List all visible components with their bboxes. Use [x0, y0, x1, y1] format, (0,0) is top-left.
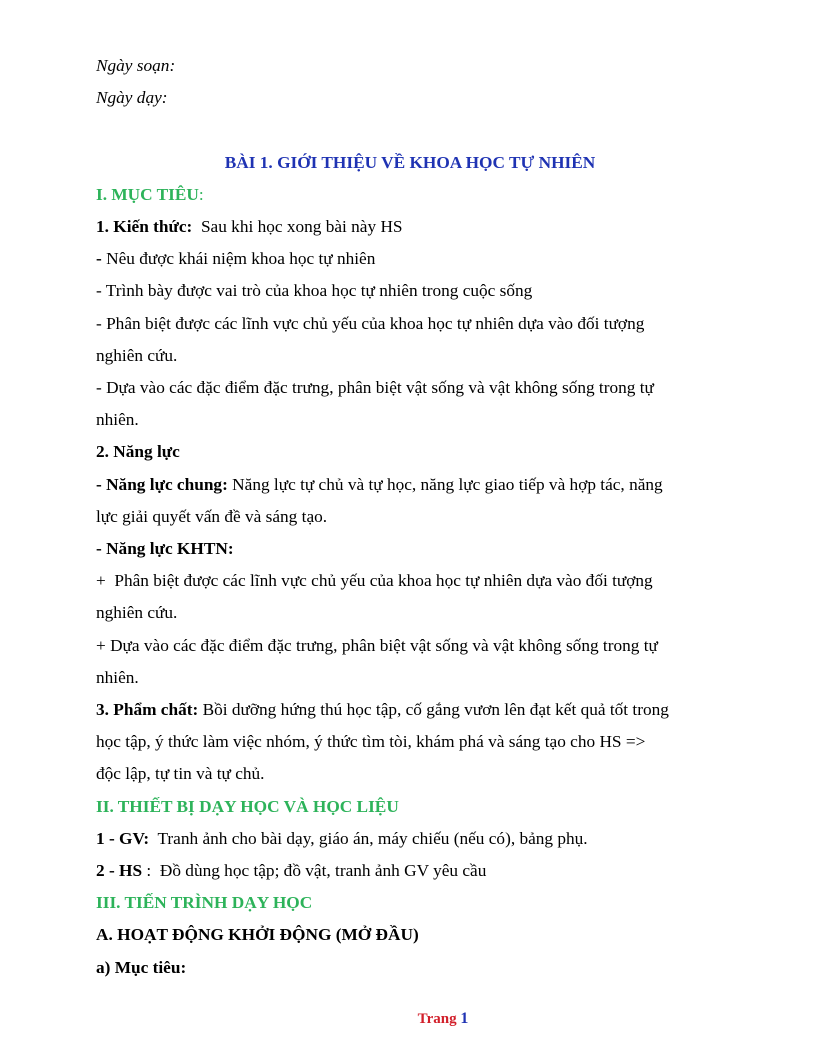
khtn-item: + Dựa vào các đặc điểm đặc trưng, phân biệt vật sống và vật không sống trong tự: [96, 635, 658, 655]
knowledge-item-dash: -: [96, 249, 102, 269]
knowledge-item: - Dựa vào các đặc điểm đặc trưng, phân biệt vật sống và vật không sống trong tự: [96, 378, 654, 398]
section-1-heading-text: I. MỤC TIÊU: [96, 184, 199, 204]
quality-label: 3. Phẩm chất:: [96, 700, 199, 720]
knowledge-item-text: Nêu được khái niệm khoa học tự nhiên: [101, 249, 376, 269]
hs-line: [96, 855, 724, 887]
page-footer: [0, 1010, 816, 1028]
activity-a-heading: A. HOẠT ĐỘNG KHỞI ĐỘNG (MỞ ĐẦU): [96, 925, 419, 945]
khtn-competence-label: - Năng lực KHTN:: [96, 539, 234, 559]
general-competence-text: Năng lực tự chủ và tự học, năng lực giao tiếp và hợp tác, năng: [227, 474, 663, 494]
knowledge-item: nhiên.: [96, 410, 139, 430]
document-page: [96, 50, 724, 984]
hs-text: : Đồ dùng học tập; đồ vật, tranh ảnh GV yêu cầu: [142, 861, 487, 881]
gv-line: [96, 823, 724, 855]
section-1-heading-colon: :: [198, 184, 204, 204]
prep-date: Ngày soạn:: [96, 56, 176, 75]
gv-label: 1 - GV:: [96, 828, 150, 848]
knowledge-item: - Phân biệt được các lĩnh vực chủ yếu của khoa học tự nhiên dựa vào đối tượng: [96, 313, 645, 333]
competence-heading: 2. Năng lực: [96, 442, 180, 462]
quality-text: Bồi dưỡng hứng thú học tập, cố gắng vươn lên đạt kết quả tốt trong: [198, 700, 669, 720]
lesson-title: BÀI 1. GIỚI THIỆU VỀ KHOA HỌC TỰ NHIÊN: [224, 152, 596, 172]
knowledge-item: - Trình bày được vai trò của khoa học tự nhiên trong cuộc sống: [96, 281, 533, 301]
footer-label: Trang: [417, 1011, 461, 1027]
general-competence-line: [96, 469, 724, 501]
khtn-item: nhiên.: [96, 667, 139, 687]
khtn-item: nghiên cứu.: [96, 603, 178, 623]
khtn-item: + Phân biệt được các lĩnh vực chủ yếu của khoa học tự nhiên dựa vào đối tượng: [96, 571, 653, 591]
spacer: [96, 114, 724, 146]
quality-continuation: độc lập, tự tin và tự chủ.: [96, 764, 265, 784]
general-competence-label: - Năng lực chung:: [96, 474, 228, 494]
section-1-heading: [96, 179, 724, 211]
quality-continuation: học tập, ý thức làm việc nhóm, ý thức tìm tòi, khám phá và sáng tạo cho HS =>: [96, 732, 646, 752]
knowledge-item: nghiên cứu.: [96, 345, 178, 365]
knowledge-label: 1. Kiến thức:: [96, 217, 193, 236]
general-competence-continuation: lực giải quyết vấn đề và sáng tạo.: [96, 506, 328, 526]
knowledge-intro: Sau khi học xong bài này HS: [192, 217, 403, 236]
goal-heading: a) Mục tiêu:: [96, 957, 187, 977]
knowledge-line: [96, 211, 724, 243]
gv-text: Tranh ảnh cho bài dạy, giáo án, máy chiếu (nếu có), bảng phụ.: [149, 828, 588, 848]
quality-line: [96, 694, 724, 726]
teach-date: Ngày dạy:: [96, 88, 168, 108]
section-3-heading: III. TIẾN TRÌNH DẠY HỌC: [96, 893, 313, 913]
page-number: 1: [460, 1010, 469, 1027]
hs-label: 2 - HS: [96, 861, 143, 881]
knowledge-item: [96, 243, 724, 275]
section-2-heading: II. THIẾT BỊ DẠY HỌC VÀ HỌC LIỆU: [96, 796, 399, 816]
